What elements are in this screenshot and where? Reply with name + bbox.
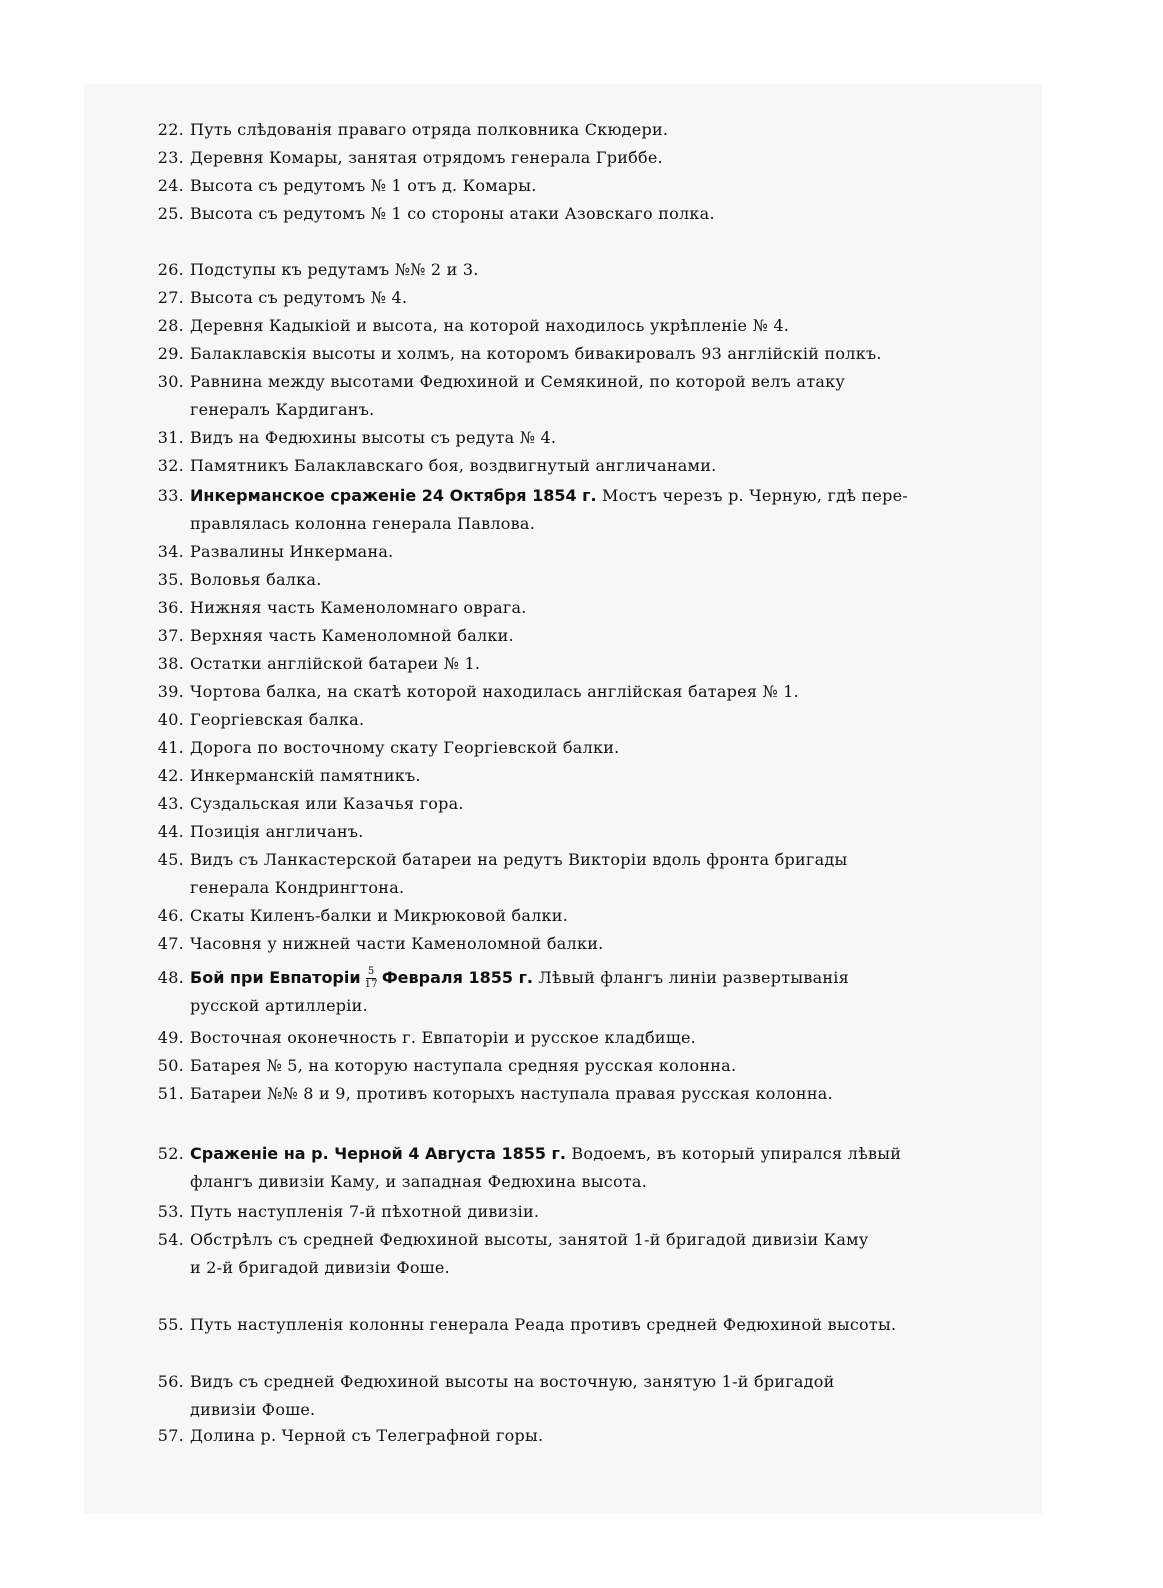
item-number: 38.	[157, 654, 184, 673]
item-number: 47.	[157, 934, 184, 953]
item-number: 28.	[157, 316, 184, 335]
item-number: 22.	[157, 120, 184, 139]
list-item	[144, 340, 974, 368]
item-number: 35.	[157, 570, 184, 589]
item-number: 46.	[157, 906, 184, 925]
list-item	[144, 706, 974, 734]
item-number: 44.	[157, 822, 184, 841]
list-item	[144, 1140, 974, 1196]
list-item	[144, 284, 974, 312]
section-heading: Бой при Евпаторіи	[190, 968, 361, 987]
item-text: Путь наступленія 7-й пѣхотной дивизіи.	[190, 1202, 540, 1221]
section-heading: Инкерманское сраженіе 24 Октября 1854 г.	[190, 486, 597, 505]
item-text: Памятникъ Балаклавскаго боя, воздвигнутый англичанами.	[190, 456, 717, 475]
item-text: Суздальская или Казачья гора.	[190, 794, 464, 813]
list-item	[144, 1422, 974, 1450]
item-text: Высота съ редутомъ № 4.	[190, 288, 408, 307]
item-number: 32.	[157, 456, 184, 475]
list-item	[144, 256, 974, 284]
caption-list	[84, 84, 1042, 1514]
item-text: Развалины Инкермана.	[190, 542, 394, 561]
item-text: Часовня у нижней части Каменоломной балки.	[190, 934, 604, 953]
item-text: Воловья балка.	[190, 570, 322, 589]
item-text: Высота съ редутомъ № 1 со стороны атаки Азовскаго полка.	[190, 204, 715, 223]
item-text: Путь наступленія колонны генерала Реада противъ средней Федюхиной высоты.	[190, 1315, 897, 1334]
list-item	[144, 1080, 974, 1108]
list-item	[144, 1226, 974, 1282]
list-item	[144, 144, 974, 172]
item-text: Балаклавскія высоты и холмъ, на которомъ бивакировалъ 93 англійскій полкъ.	[190, 344, 882, 363]
list-item	[144, 312, 974, 340]
list-item	[144, 538, 974, 566]
item-number: 40.	[157, 710, 184, 729]
item-number: 43.	[157, 794, 184, 813]
list-item	[144, 1024, 974, 1052]
section-heading: Сраженіе на р. Черной 4 Августа 1855 г.	[190, 1144, 566, 1163]
item-number: 57.	[157, 1426, 184, 1445]
item-text-continued: генералъ Кардиганъ.	[190, 400, 375, 419]
list-item	[144, 930, 974, 958]
list-item	[144, 594, 974, 622]
item-text: Георгіевская балка.	[190, 710, 365, 729]
date-fraction	[365, 967, 378, 990]
list-item	[144, 622, 974, 650]
item-number: 34.	[157, 542, 184, 561]
item-number: 31.	[157, 428, 184, 447]
item-text: Путь слѣдованія праваго отряда полковника Скюдери.	[190, 120, 669, 139]
item-number: 49.	[157, 1028, 184, 1047]
list-item	[144, 1052, 974, 1080]
item-text: Равнина между высотами Федюхиной и Семякиной, по которой велъ атаку	[190, 372, 846, 391]
item-number: 37.	[157, 626, 184, 645]
item-number: 56.	[157, 1372, 184, 1391]
item-text: Видъ на Федюхины высоты съ редута № 4.	[190, 428, 557, 447]
list-item	[144, 1368, 974, 1424]
list-item	[144, 762, 974, 790]
item-number: 42.	[157, 766, 184, 785]
item-text-continued: русской артиллеріи.	[190, 996, 368, 1015]
item-text: Долина р. Черной съ Телеграфной горы.	[190, 1426, 544, 1445]
list-item	[144, 368, 974, 424]
item-text: Нижняя часть Каменоломнаго оврага.	[190, 598, 527, 617]
list-item	[144, 1311, 974, 1339]
item-number: 54.	[157, 1230, 184, 1249]
list-item	[144, 482, 974, 538]
item-number: 53.	[157, 1202, 184, 1221]
list-item	[144, 734, 974, 762]
item-number: 29.	[157, 344, 184, 363]
item-text-continued: генерала Кондрингтона.	[190, 878, 405, 897]
list-item	[144, 790, 974, 818]
list-item	[144, 964, 974, 1020]
list-item	[144, 172, 974, 200]
item-text: Водоемъ, въ который упирался лѣвый	[571, 1144, 902, 1163]
item-number: 23.	[157, 148, 184, 167]
item-text: Мостъ черезъ р. Черную, гдѣ пере-	[601, 486, 908, 505]
list-item	[144, 452, 974, 480]
item-text: Остатки англійской батареи № 1.	[190, 654, 481, 673]
item-text: Видъ съ средней Федюхиной высоты на восточную, занятую 1-й бригадой	[190, 1372, 835, 1391]
item-text: Чортова балка, на скатѣ которой находилась англійская батарея № 1.	[190, 682, 800, 701]
item-number: 33.	[157, 486, 184, 505]
item-text: Деревня Кадыкіой и высота, на которой находилось укрѣпленіе № 4.	[190, 316, 790, 335]
item-text: Высота съ редутомъ № 1 отъ д. Комары.	[190, 176, 537, 195]
list-item	[144, 200, 974, 228]
item-text-continued: правлялась колонна генерала Павлова.	[190, 514, 536, 533]
item-number: 36.	[157, 598, 184, 617]
document-page	[84, 84, 1042, 1514]
item-text: Позиція англичанъ.	[190, 822, 364, 841]
item-number: 27.	[157, 288, 184, 307]
item-text: Верхняя часть Каменоломной балки.	[190, 626, 514, 645]
item-text: Лѣвый флангъ линіи развертыванія	[538, 968, 849, 987]
item-number: 25.	[157, 204, 184, 223]
fraction-top: 5	[367, 966, 375, 977]
item-number: 55.	[157, 1315, 184, 1334]
fraction-bottom: 17	[364, 979, 378, 990]
item-text: Подступы къ редутамъ №№ 2 и 3.	[190, 260, 479, 279]
item-number: 41.	[157, 738, 184, 757]
item-text: Видъ съ Ланкастерской батареи на редутъ Викторіи вдоль фронта бригады	[190, 850, 848, 869]
item-number: 45.	[157, 850, 184, 869]
item-text: Деревня Комары, занятая отрядомъ генерала Гриббе.	[190, 148, 663, 167]
item-text-continued: флангъ дивизіи Каму, и западная Федюхина высота.	[190, 1172, 648, 1191]
list-item	[144, 566, 974, 594]
item-text: Дорога по восточному скату Георгіевской балки.	[190, 738, 620, 757]
item-number: 51.	[157, 1084, 184, 1103]
item-number: 50.	[157, 1056, 184, 1075]
item-text: Восточная оконечность г. Евпаторіи и русское кладбище.	[190, 1028, 697, 1047]
item-text: Обстрѣлъ съ средней Федюхиной высоты, занятой 1-й бригадой дивизіи Каму	[190, 1230, 869, 1249]
item-number: 30.	[157, 372, 184, 391]
item-text: Скаты Киленъ-балки и Микрюковой балки.	[190, 906, 569, 925]
list-item	[144, 424, 974, 452]
item-number: 52.	[157, 1144, 184, 1163]
item-number: 39.	[157, 682, 184, 701]
item-text-continued: и 2-й бригадой дивизіи Фоше.	[190, 1258, 450, 1277]
list-item	[144, 1198, 974, 1226]
item-text: Батареи №№ 8 и 9, противъ которыхъ наступала правая русская колонна.	[190, 1084, 833, 1103]
item-text-continued: дивизіи Фоше.	[190, 1400, 316, 1419]
section-heading-date: Февраля 1855 г.	[381, 968, 534, 987]
item-number: 24.	[157, 176, 184, 195]
item-number: 26.	[157, 260, 184, 279]
list-item	[144, 678, 974, 706]
item-text: Инкерманскій памятникъ.	[190, 766, 421, 785]
item-text: Батарея № 5, на которую наступала средняя русская колонна.	[190, 1056, 737, 1075]
list-item	[144, 116, 974, 144]
list-item	[144, 846, 974, 902]
list-item	[144, 902, 974, 930]
list-item	[144, 650, 974, 678]
list-item	[144, 818, 974, 846]
item-number: 48.	[157, 968, 184, 987]
